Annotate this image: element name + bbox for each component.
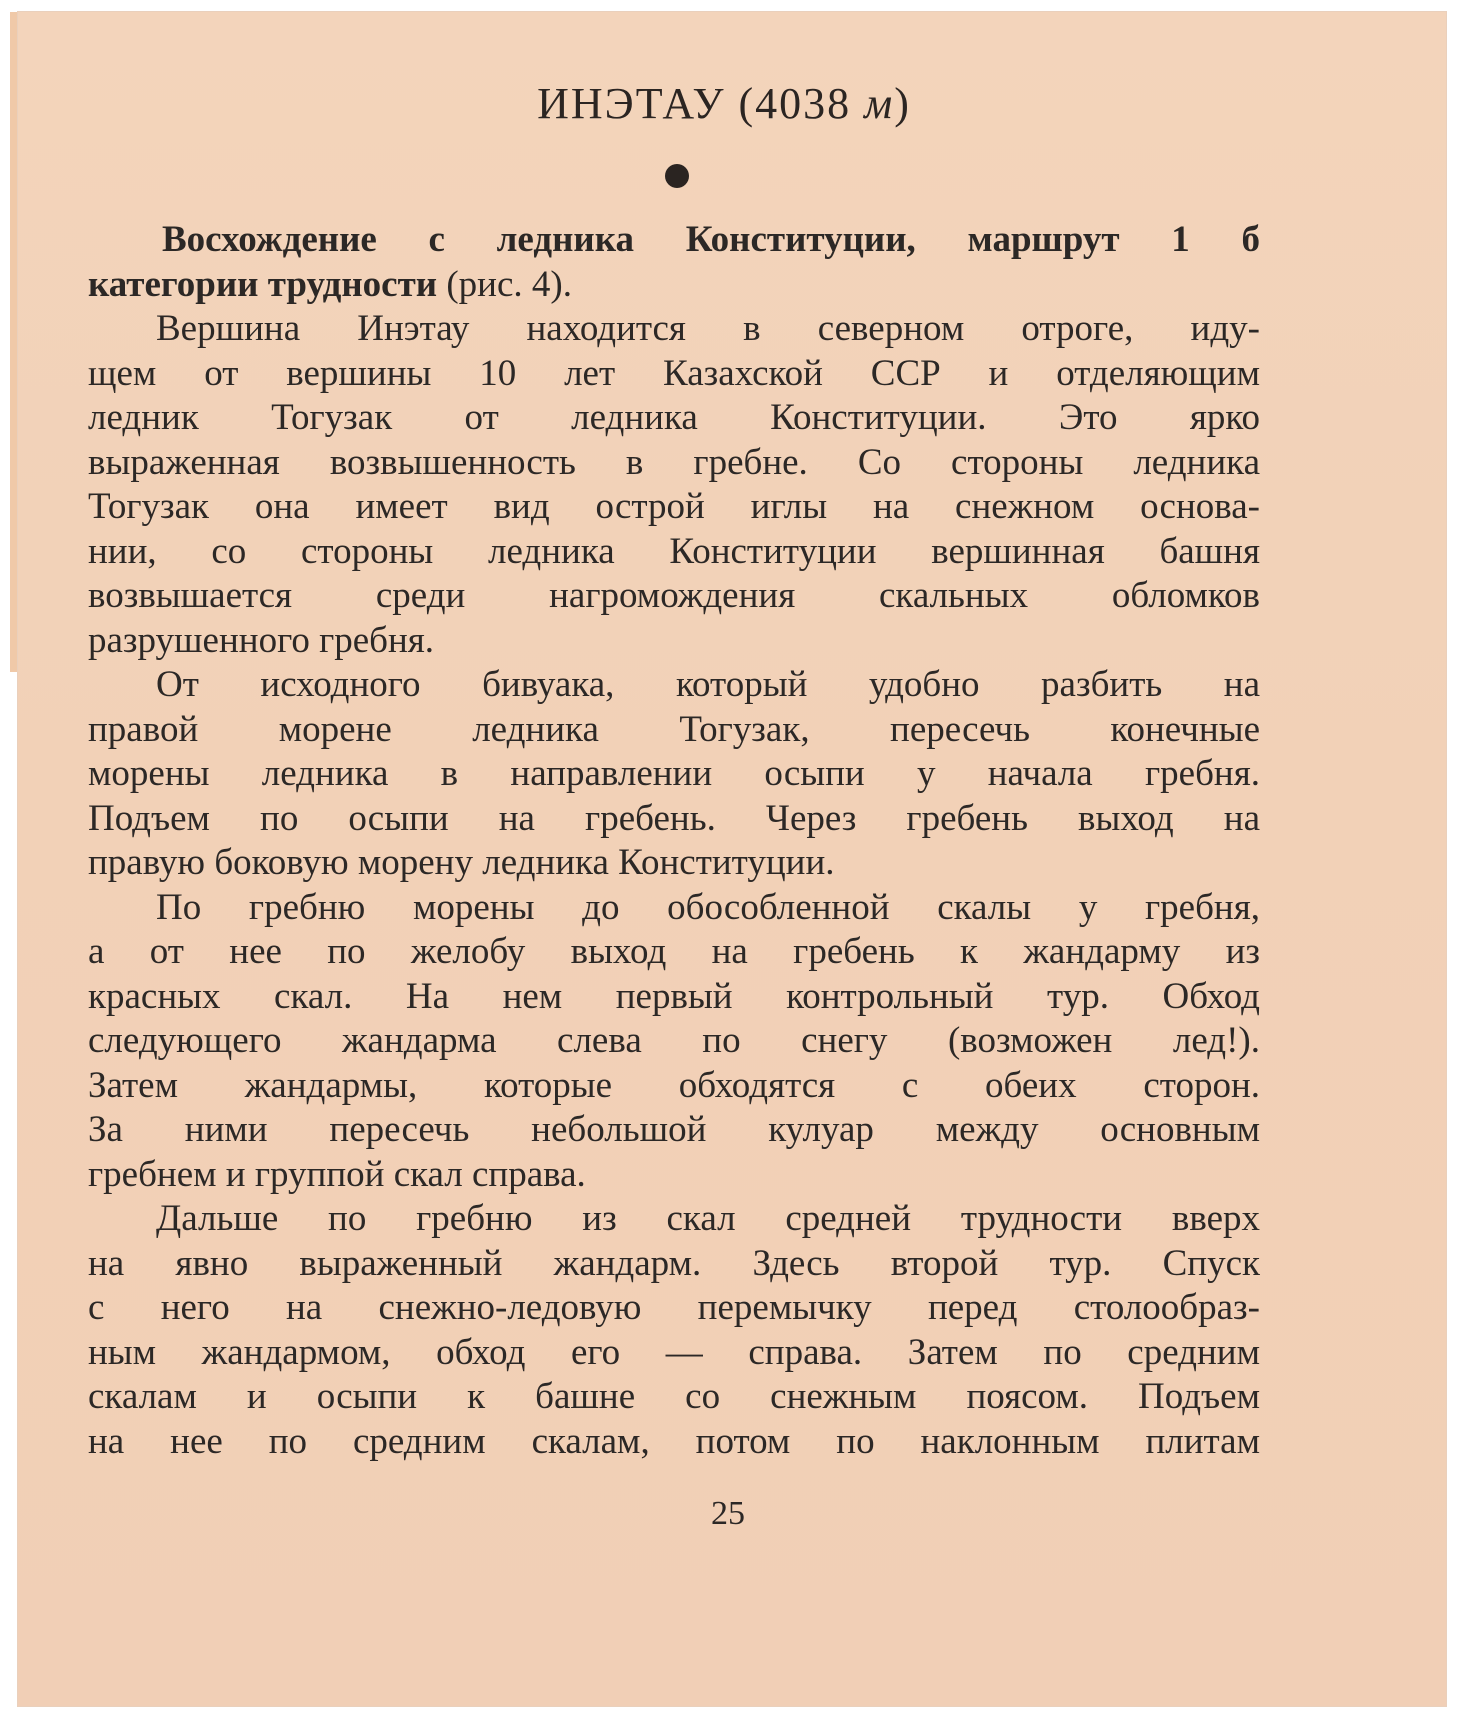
- text-line: По гребню морены до обособленной скалы у гребня,: [156, 886, 1260, 928]
- heading-line: Восхождение с ледника Конституции, маршрут 1 б: [162, 219, 1260, 260]
- body-text: [88, 218, 1260, 1464]
- paragraph: [88, 1197, 1260, 1464]
- text-line: красных скал. На нем первый контрольный тур. Обход: [88, 975, 1260, 1017]
- text-line: ледник Тогузак от ледника Конституции. Это ярко: [88, 397, 1260, 438]
- text-line: нии, со стороны ледника Конституции вершинная башня: [88, 530, 1260, 572]
- page-title: [0, 78, 1454, 129]
- text-line: морены ледника в направлении осыпи у начала гребня.: [88, 753, 1260, 794]
- text-line: гребнем и группой скал справа.: [88, 1153, 586, 1195]
- page-number: 25: [711, 1495, 745, 1532]
- text-line: ным жандармом, обход его — справа. Затем по средним: [88, 1331, 1260, 1373]
- text-line: а от нее по желобу выход на гребень к жандарму из: [88, 931, 1260, 972]
- figure-reference: (рис. 4).: [437, 263, 572, 305]
- text-line: возвышается среди нагромождения скальных обломков: [88, 575, 1260, 616]
- peak-name: ИНЭТАУ: [537, 79, 726, 128]
- text-line: скалам и осыпи к башне со снежным поясом. Подъем: [88, 1376, 1260, 1417]
- text-line: разрушенного гребня.: [88, 619, 435, 661]
- bullet-ornament: [665, 164, 689, 188]
- peak-height: (4038 м): [738, 79, 911, 128]
- text-line: За ними пересечь небольшой кулуар между основным: [88, 1109, 1260, 1150]
- text-line: на нее по средним скалам, потом по наклонным плитам: [88, 1420, 1260, 1462]
- paragraph: [88, 663, 1260, 886]
- text-line: Вершина Инэтау находится в северном отроге, иду-: [156, 308, 1260, 349]
- text-line: правой морене ледника Тогузак, пересечь конечные: [88, 708, 1260, 750]
- text-line: Подъем по осыпи на гребень. Через гребень выход на: [88, 797, 1260, 839]
- text-line: От исходного бивуака, который удобно разбить на: [156, 664, 1260, 705]
- text-line: Затем жандармы, которые обходятся с обеих сторон.: [88, 1064, 1260, 1106]
- heading-line: категории трудности (рис. 4).: [88, 263, 572, 305]
- paragraph: [88, 886, 1260, 1198]
- text-line: следующего жандарма слева по снегу (возможен лед!).: [88, 1020, 1260, 1061]
- route-heading: [88, 218, 1260, 307]
- text-line: правую боковую морену ледника Конституции.: [88, 842, 835, 883]
- text-line: с него на снежно-ледовую перемычку перед столообраз-: [88, 1287, 1260, 1328]
- text-line: Тогузак она имеет вид острой иглы на снежном основа-: [88, 486, 1260, 527]
- text-line: выраженная возвышенность в гребне. Со стороны ледника: [88, 441, 1260, 483]
- paragraph: [88, 307, 1260, 663]
- height-unit: м: [864, 79, 895, 128]
- text-line: Дальше по гребню из скал средней трудности вверх: [156, 1198, 1260, 1239]
- text-line: щем от вершины 10 лет Казахской ССР и отделяющим: [88, 352, 1260, 394]
- text-line: на явно выраженный жандарм. Здесь второй тур. Спуск: [88, 1242, 1260, 1284]
